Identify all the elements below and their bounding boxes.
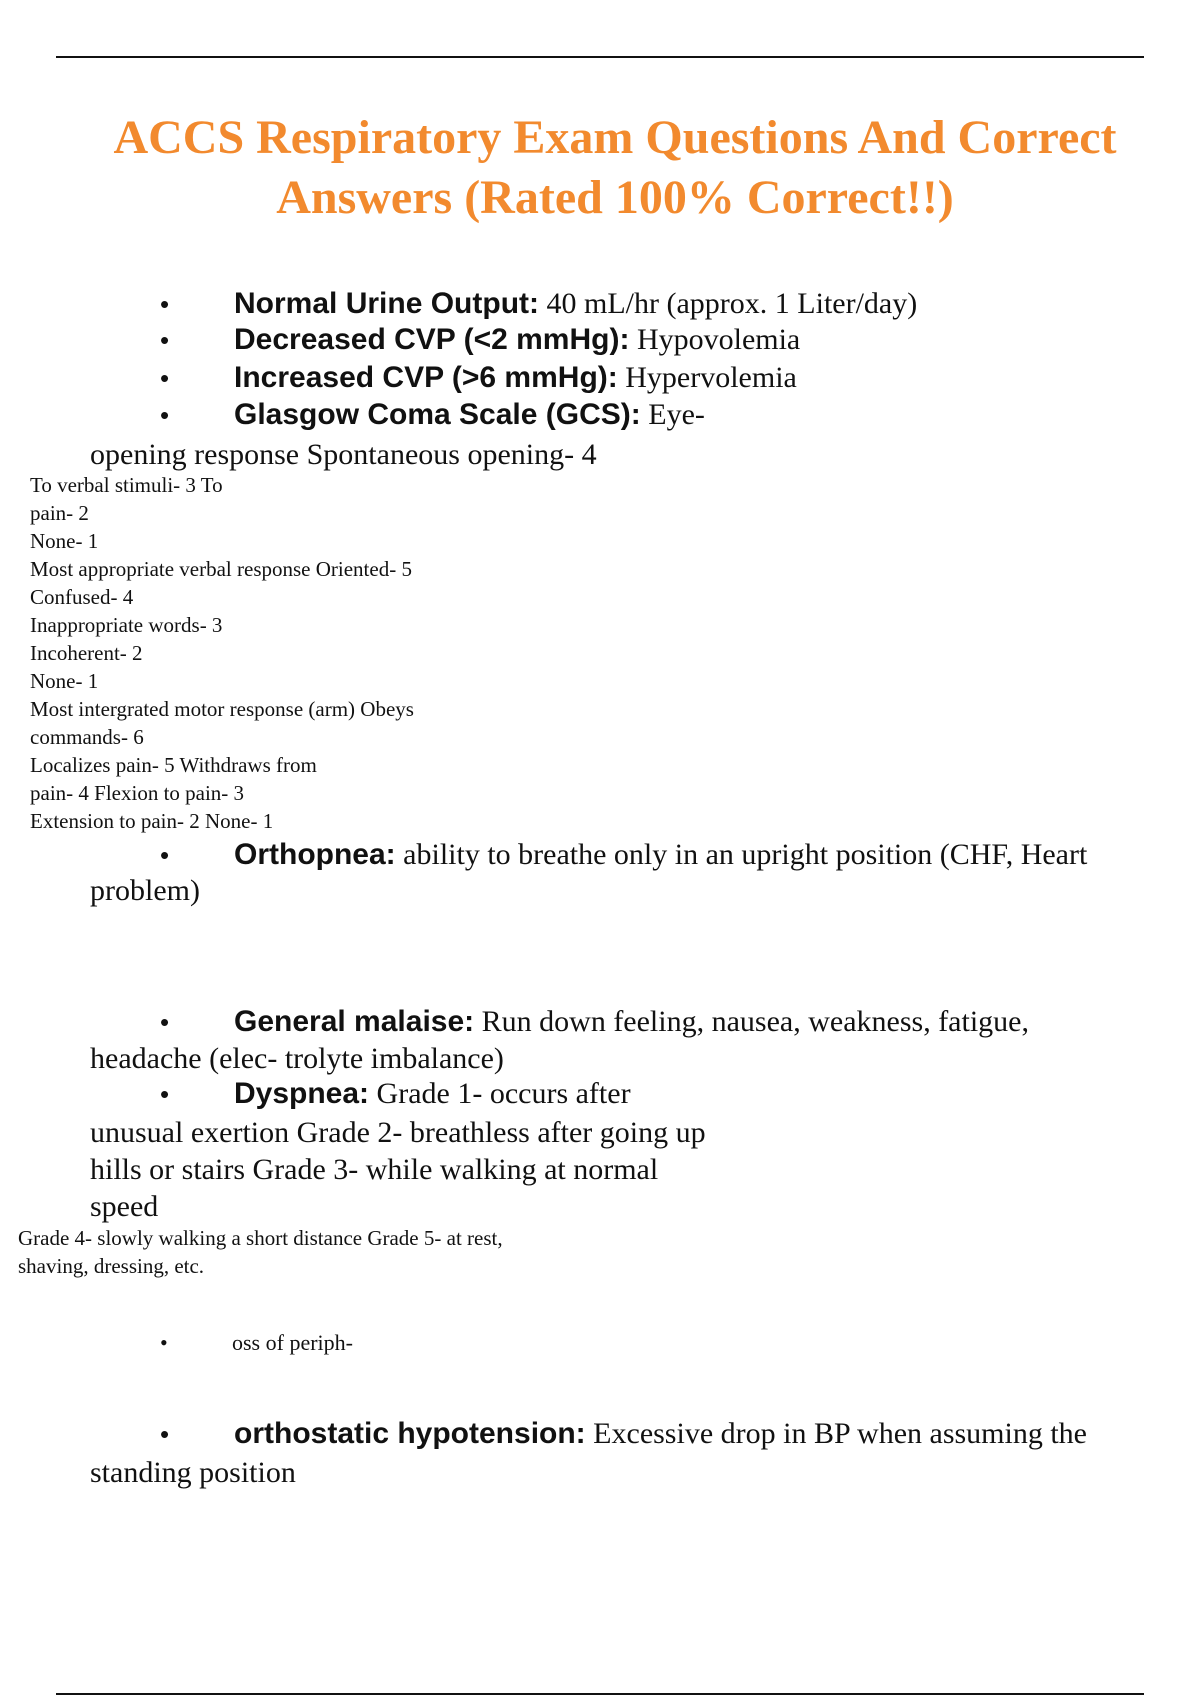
text-line: Most intergrated motor response (arm) Obeys xyxy=(30,697,414,721)
bullet: • xyxy=(160,325,170,355)
term: Orthopnea: xyxy=(234,838,396,871)
text-line: Grade 4- slowly walking a short distance Grade 5- at rest, xyxy=(18,1226,503,1250)
text-line: Incoherent- 2 xyxy=(30,641,143,665)
bullet: • xyxy=(160,1007,170,1037)
top-rule xyxy=(56,56,1144,58)
list-item-orthopnea xyxy=(90,837,1170,873)
text-line: unusual exertion Grade 2- breathless after going up xyxy=(90,1116,706,1149)
term: orthostatic hypotension: xyxy=(234,1417,586,1450)
text-line: commands- 6 xyxy=(30,725,144,749)
text-line: None- 1 xyxy=(30,669,99,693)
title-line-1: ACCS Respiratory Exam Questions And Correct xyxy=(113,111,1117,164)
text-line: pain- 4 Flexion to pain- 3 xyxy=(30,781,245,805)
gcs-details xyxy=(30,471,590,835)
bullet: • xyxy=(160,289,170,319)
text-line: Extension to pain- 2 None- 1 xyxy=(30,809,274,833)
text-line: Inappropriate words- 3 xyxy=(30,613,223,637)
dyspnea-continuation xyxy=(90,1114,706,1225)
text-line: opening response Spontaneous opening- 4 xyxy=(90,438,597,471)
gcs-continuation xyxy=(90,436,597,473)
text-line: Confused- 4 xyxy=(30,585,134,609)
definition: Hypervolemia xyxy=(617,361,797,394)
text-line: standing position xyxy=(90,1456,296,1489)
fragment-text: oss of periph- xyxy=(232,1330,353,1355)
definition: Excessive drop in BP when assuming the xyxy=(585,1417,1087,1450)
text-line: Localizes pain- 5 Withdraws from xyxy=(30,753,317,777)
text-line: None- 1 xyxy=(30,529,99,553)
document-title xyxy=(60,108,1170,228)
text-line: headache (elec- trolyte imbalance) xyxy=(90,1042,504,1075)
list-item-urine-output xyxy=(90,286,1170,322)
definition: Grade 1- occurs after xyxy=(369,1077,631,1110)
bullet: • xyxy=(160,400,170,430)
list-item-gcs xyxy=(90,397,1170,433)
dyspnea-details xyxy=(18,1224,638,1280)
bullet: • xyxy=(160,363,170,393)
list-item-dyspnea xyxy=(90,1076,1170,1112)
text-line: Most appropriate verbal response Oriented- 5 xyxy=(30,557,412,581)
bottom-rule xyxy=(56,1693,1144,1695)
list-item-orthostatic-hypotension xyxy=(90,1416,1170,1452)
text-line: speed xyxy=(90,1190,159,1223)
list-item-general-malaise xyxy=(90,1004,1170,1040)
definition: 40 mL/hr (approx. 1 Liter/day) xyxy=(539,287,918,320)
malaise-continuation xyxy=(90,1040,504,1077)
text-line: problem) xyxy=(90,874,200,907)
definition: Hypovolemia xyxy=(629,323,801,356)
list-item-decreased-cvp xyxy=(90,322,1170,358)
bullet: • xyxy=(160,1419,170,1449)
definition: ability to breathe only in an upright position (CHF, Heart xyxy=(395,838,1088,871)
orthostatic-continuation xyxy=(90,1454,296,1491)
term: Glasgow Coma Scale (GCS): xyxy=(234,398,641,431)
text-line: shaving, dressing, etc. xyxy=(18,1254,205,1278)
text-line: hills or stairs Grade 3- while walking at normal xyxy=(90,1153,659,1186)
list-item-increased-cvp xyxy=(90,360,1170,396)
definition: Run down feeling, nausea, weakness, fatigue, xyxy=(474,1005,1029,1038)
text-line: To verbal stimuli- 3 To xyxy=(30,473,223,497)
title-line-2: Answers (Rated 100% Correct!!) xyxy=(276,171,954,224)
term: General malaise: xyxy=(234,1005,475,1038)
orthopnea-continuation xyxy=(90,872,200,909)
term: Decreased CVP (<2 mmHg): xyxy=(234,323,630,356)
bullet: • xyxy=(160,840,170,870)
bullet: • xyxy=(160,1079,170,1109)
definition: Eye- xyxy=(640,398,705,431)
term: Dyspnea: xyxy=(234,1077,370,1110)
bullet: • xyxy=(160,1330,168,1355)
text-line: pain- 2 xyxy=(30,501,89,525)
term: Normal Urine Output: xyxy=(234,287,539,320)
term: Increased CVP (>6 mmHg): xyxy=(234,361,618,394)
